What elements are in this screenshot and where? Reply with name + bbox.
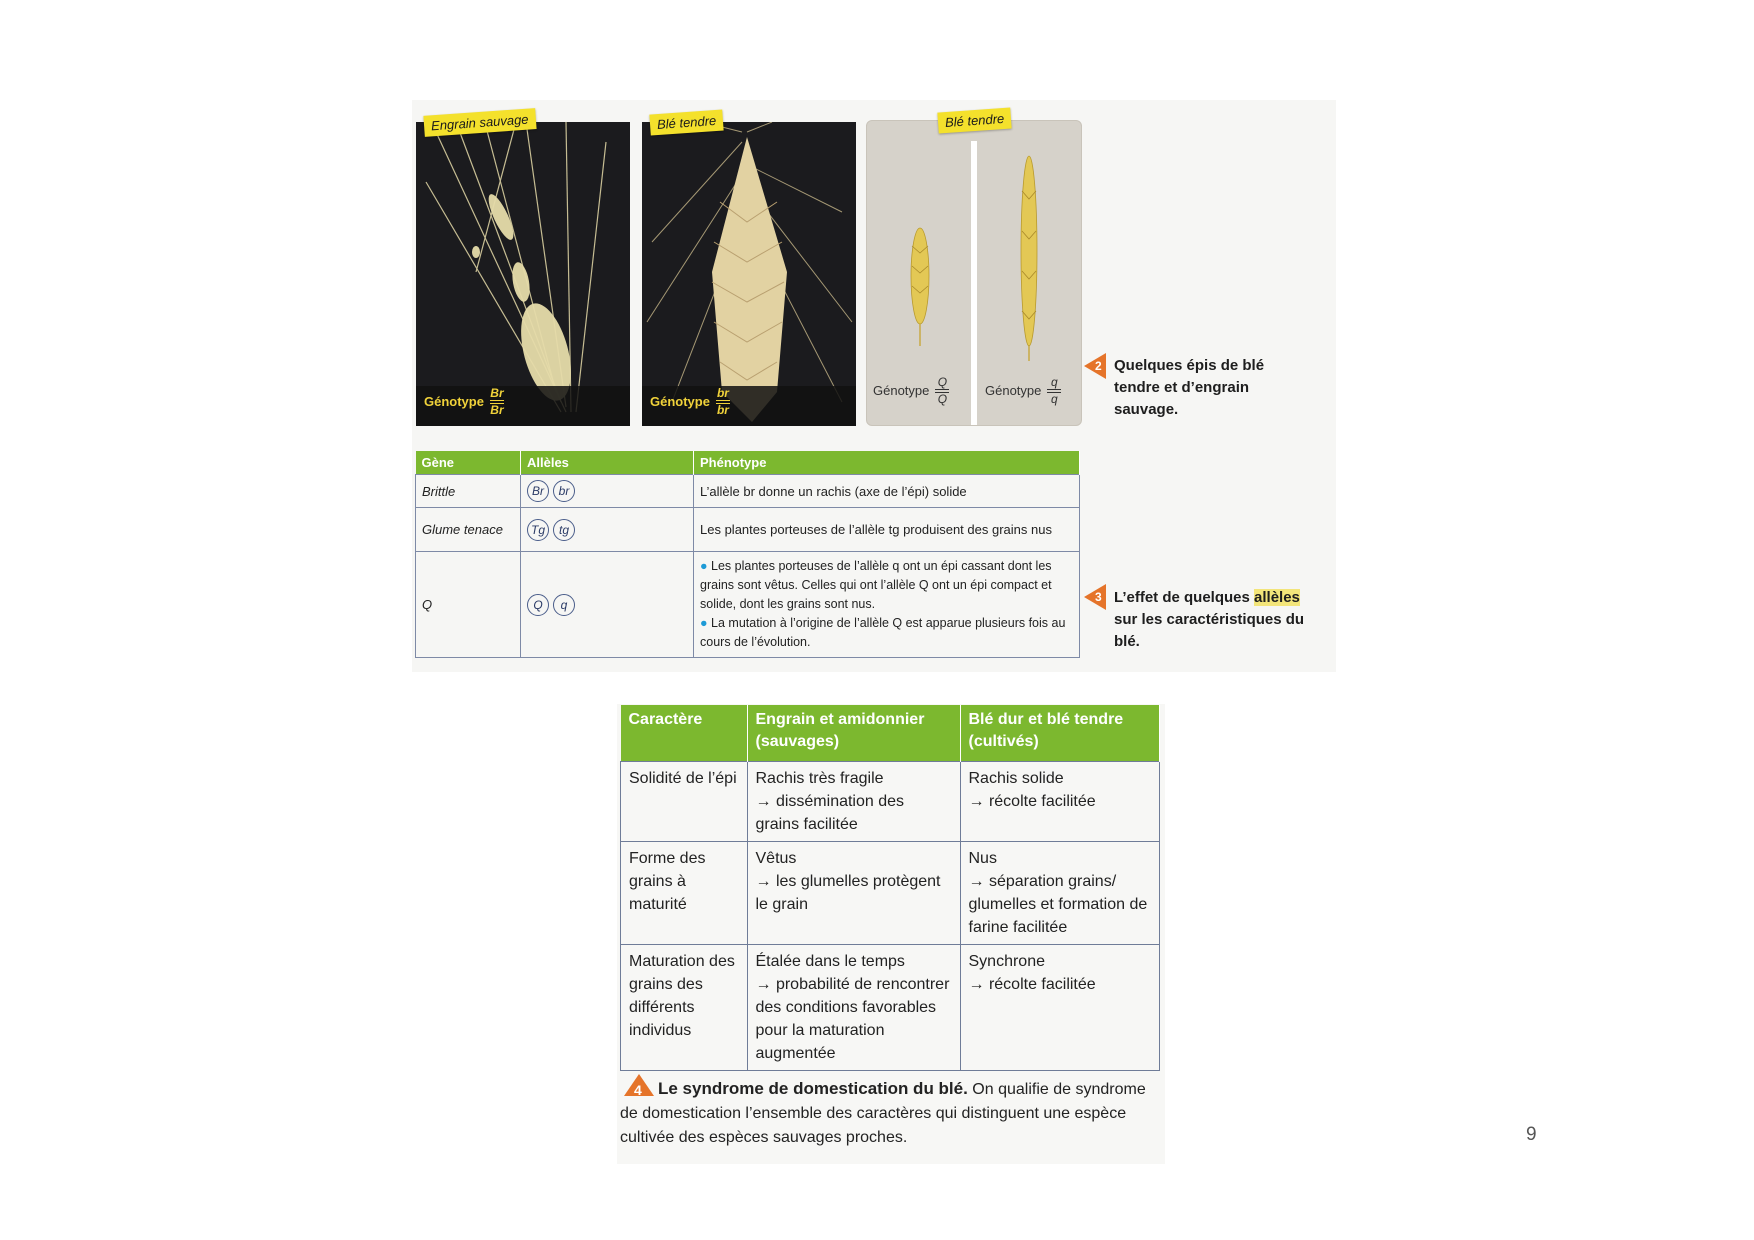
table-header-row (416, 451, 1080, 475)
genotype-br-dominant (424, 387, 504, 416)
table-row (416, 508, 1080, 552)
allele-list (521, 552, 694, 658)
allele-fraction: $\frac{Br}{Br}$ (490, 386, 504, 417)
table-row (416, 552, 1080, 658)
cultivated-value: Nus → séparation grains/ glumelles et formation de farine facilitée (960, 841, 1160, 944)
trait-name: Forme des grains à maturité (621, 841, 748, 944)
allele-circle: tg (553, 519, 575, 541)
phenotype-text (694, 552, 1080, 658)
arrow-right-icon: → (755, 975, 776, 993)
bullet-icon: ● (700, 559, 712, 573)
figure-4-badge: 4 (620, 1075, 658, 1097)
table-row (621, 944, 1160, 1070)
photo-ble-tendre-q-genotypes (866, 120, 1082, 426)
photo-ble-tendre (642, 122, 856, 426)
trait-name: Solidité de l’épi (621, 761, 748, 841)
domestication-traits-table (620, 705, 1160, 1071)
figure-4-text: On qualifie de syndrome de domestication l’ensemble des caractères qui distinguent une espèce cultivée des espèces sauvages proches. (620, 1081, 1146, 1146)
allele-circle: Br (527, 480, 549, 502)
arrow-right-icon: → (968, 872, 989, 890)
header-trait: Caractère (621, 705, 748, 761)
highlight-alleles: allèles (1254, 589, 1300, 606)
tag-engrain-sauvage: Engrain sauvage (423, 108, 536, 137)
header-wild: Engrain et amidonnier (sauvages) (747, 705, 960, 761)
header-alleles: Allèles (521, 451, 694, 475)
allele-fraction: $\frac{br}{br}$ (716, 386, 729, 417)
genotype-q-recessive (985, 376, 1061, 405)
allele-list (521, 508, 694, 552)
tag-ble-tendre: Blé tendre (649, 109, 724, 135)
gene-name: Brittle (416, 475, 521, 508)
phenotype-point: ● La mutation à l’origine de l’allèle Q est apparue plusieurs fois au cours de l’évolution. (700, 616, 1066, 649)
arrow-right-icon: → (755, 872, 776, 890)
cultivated-value: Synchrone → récolte facilitée (960, 944, 1160, 1070)
allele-circle: br (553, 480, 575, 502)
figure-2-number: 2 (1095, 359, 1102, 373)
table-row (416, 475, 1080, 508)
figure-4-title: Le syndrome de domestication du blé. (658, 1079, 968, 1098)
gene-name: Q (416, 552, 521, 658)
phenotype-text: L’allèle br donne un rachis (axe de l’épi) solide (694, 475, 1080, 508)
table-header-row (621, 705, 1160, 761)
wheat-ear-cultivated-illustration (642, 122, 856, 426)
table-row (621, 841, 1160, 944)
allele-list (521, 475, 694, 508)
photo-engrain-sauvage (416, 122, 630, 426)
header-phenotype: Phénotype (694, 451, 1080, 475)
wild-value: Vêtus → les glumelles protègent le grain (747, 841, 960, 944)
page-number: 9 (1526, 1124, 1537, 1145)
bullet-icon: ● (700, 616, 712, 630)
genes-alleles-table (415, 451, 1080, 658)
gene-name: Glume tenace (416, 508, 521, 552)
table-row (621, 761, 1160, 841)
trait-name: Maturation des grains des différents individus (621, 944, 748, 1070)
allele-circle: Q (527, 594, 549, 616)
tag-ble-tendre-2: Blé tendre (937, 107, 1012, 133)
genotype-label: Génotype (873, 383, 930, 398)
genotype-q-dominant (873, 376, 949, 405)
wheat-ear-wild-illustration (416, 122, 630, 426)
figure-3-caption: L’effet de quelques allèles sur les caractéristiques du blé. (1114, 589, 1305, 650)
genotype-label: Génotype (650, 394, 710, 409)
allele-fraction: $\frac{q}{q}$ (1047, 376, 1061, 405)
allele-circle: Tg (527, 519, 549, 541)
wild-value: Étalée dans le temps → probabilité de rencontrer des conditions favorables pour la maturation augmentée (747, 944, 960, 1070)
header-cultivated: Blé dur et blé tendre (cultivés) (960, 705, 1160, 761)
arrow-right-icon: → (755, 792, 776, 810)
allele-fraction: $\frac{Q}{Q}$ (935, 376, 949, 405)
arrow-right-icon: → (968, 792, 989, 810)
genotype-br-recessive (650, 387, 730, 416)
phenotype-text: Les plantes porteuses de l’allèle tg produisent des grains nus (694, 508, 1080, 552)
genotype-label: Génotype (985, 383, 1042, 398)
figure-4-caption (620, 1075, 1160, 1150)
genotype-label: Génotype (424, 394, 484, 409)
cultivated-value: Rachis solide → récolte facilitée (960, 761, 1160, 841)
allele-circle: q (553, 594, 575, 616)
arrow-right-icon: → (968, 975, 989, 993)
wild-value: Rachis très fragile → dissémination des grains facilitée (747, 761, 960, 841)
header-gene: Gène (416, 451, 521, 475)
figure-2-caption: Quelques épis de blé tendre et d’engrain sauvage. (1114, 357, 1265, 418)
figure-3-number: 3 (1095, 590, 1102, 604)
phenotype-point: ● Les plantes porteuses de l’allèle q ont un épi cassant dont les grains sont vêtus. Celles qui ont l’allèle Q ont un épi compact et solide, dont les grains sont nus. (700, 559, 1052, 611)
